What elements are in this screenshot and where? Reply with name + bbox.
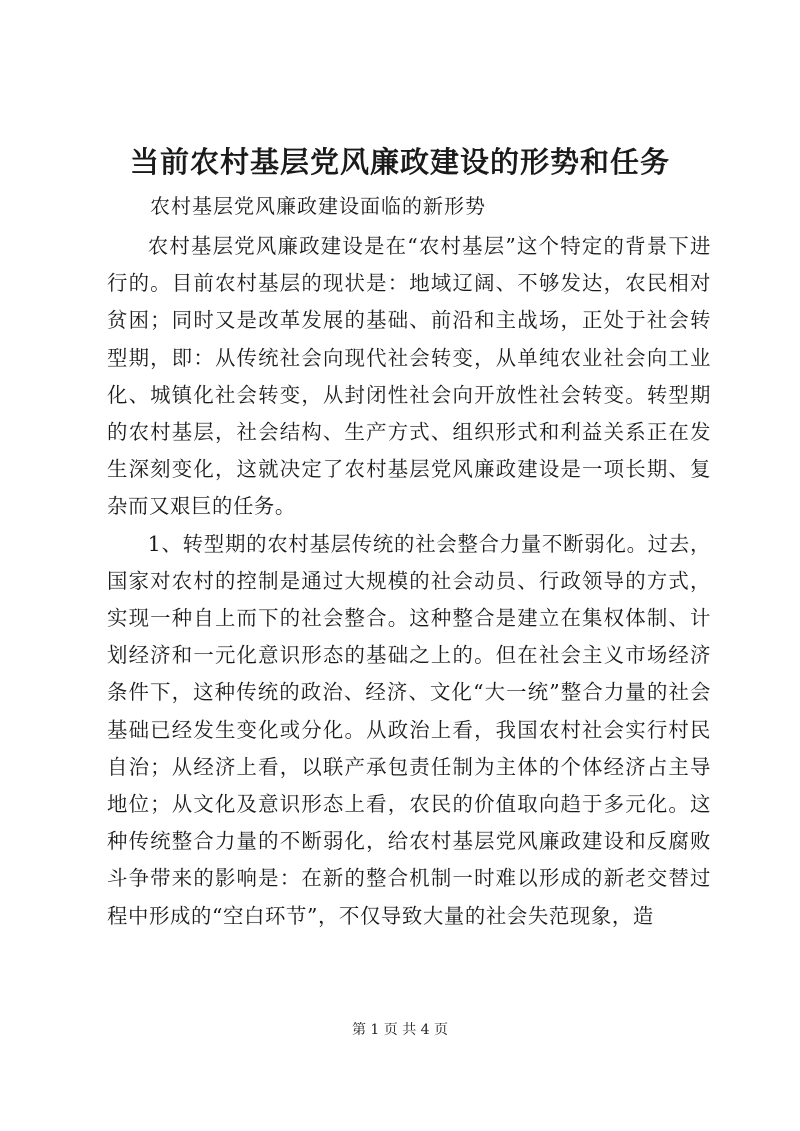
document-title: 当前农村基层党风廉政建设的形势和任务 [129,145,670,179]
page-number-footer: 第 1 页 共 4 页 [351,1022,449,1038]
document-body [107,228,711,935]
paragraph-intro: 农村基层党风廉政建设是在“农村基层”这个特定的背景下进行的。目前农村基层的现状是：地域辽阔、不够发达，农民相对贫困；同时又是改革发展的基础、前沿和主战场，正处于社会转型期，即：从传统社会向现代社会转变，从单纯农业社会向工业化、城镇化社会转变，从封闭性社会向开放性社会转变。转型期的农村基层，社会结构、生产方式、组织形式和利益关系正在发生深刻变化，这就决定了农村基层党风廉政建设是一项长期、复杂而又艰巨的任务。 [107,234,711,519]
section-heading: 农村基层党风廉政建设面临的新形势 [150,194,486,218]
paragraph-point-1: 1、转型期的农村基层传统的社会整合力量不断弱化。过去，国家对农村的控制是通过大规模的社会动员、行政领导的方式，实现一种自上而下的社会整合。这种整合是建立在集权体制、计划经济和一元化意识形态的基础之上的。但在社会主义市场经济条件下，这种传统的政治、经济、文化“大一统”整合力量的社会基础已经发生变化或分化。从政治上看，我国农村社会实行村民自治；从经济上看，以联产承包责任制为主体的个体经济占主导地位；从文化及意识形态上看，农民的价值取向趋于多元化。这种传统整合力量的不断弱化，给农村基层党风廉政建设和反腐败斗争带来的影响是：在新的整合机制一时难以形成的新老交替过程中形成的“空白环节”，不仅导致大量的社会失范现象，造 [107,531,711,928]
